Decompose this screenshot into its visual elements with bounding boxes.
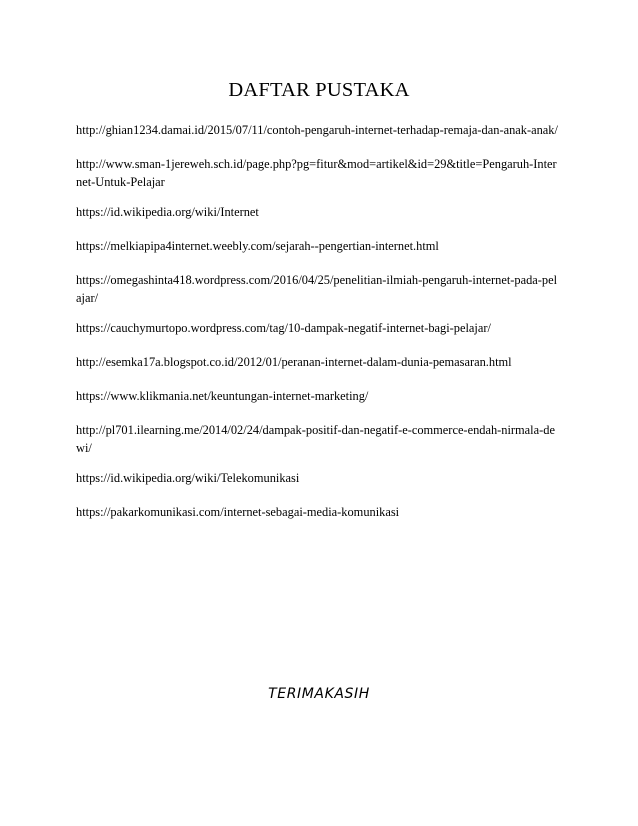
closing-text: TERIMAKASIH [268, 686, 370, 702]
page-title: DAFTAR PUSTAKA [228, 79, 410, 101]
reference-item: http://ghian1234.damai.id/2015/07/11/contoh-pengaruh-internet-terhadap-remaja-dan-anak-anak/ [76, 123, 558, 137]
reference-item: https://cauchymurtopo.wordpress.com/tag/10-dampak-negatif-internet-bagi-pelajar/ [76, 321, 491, 335]
reference-item: https://www.klikmania.net/keuntungan-internet-marketing/ [76, 389, 369, 403]
reference-item: http://www.sman-1jereweh.sch.id/page.php?pg=fitur&mod=artikel&id=29&title=Pengaruh-Internet-Untuk-Pelajar [76, 157, 557, 189]
reference-item: http://esemka17a.blogspot.co.id/2012/01/peranan-internet-dalam-dunia-pemasaran.html [76, 355, 512, 369]
reference-item: https://melkiapipa4internet.weebly.com/sejarah--pengertian-internet.html [76, 239, 439, 253]
reference-item: https://id.wikipedia.org/wiki/Internet [76, 205, 259, 219]
reference-item: https://id.wikipedia.org/wiki/Telekomunikasi [76, 471, 300, 485]
reference-item: https://omegashinta418.wordpress.com/2016/04/25/penelitian-ilmiah-pengaruh-internet-pada-pelajar/ [76, 273, 558, 305]
reference-item: https://pakarkomunikasi.com/internet-sebagai-media-komunikasi [76, 505, 400, 519]
reference-item: http://pl701.ilearning.me/2014/02/24/dampak-positif-dan-negatif-e-commerce-endah-nirmala-dewi/ [76, 423, 555, 455]
